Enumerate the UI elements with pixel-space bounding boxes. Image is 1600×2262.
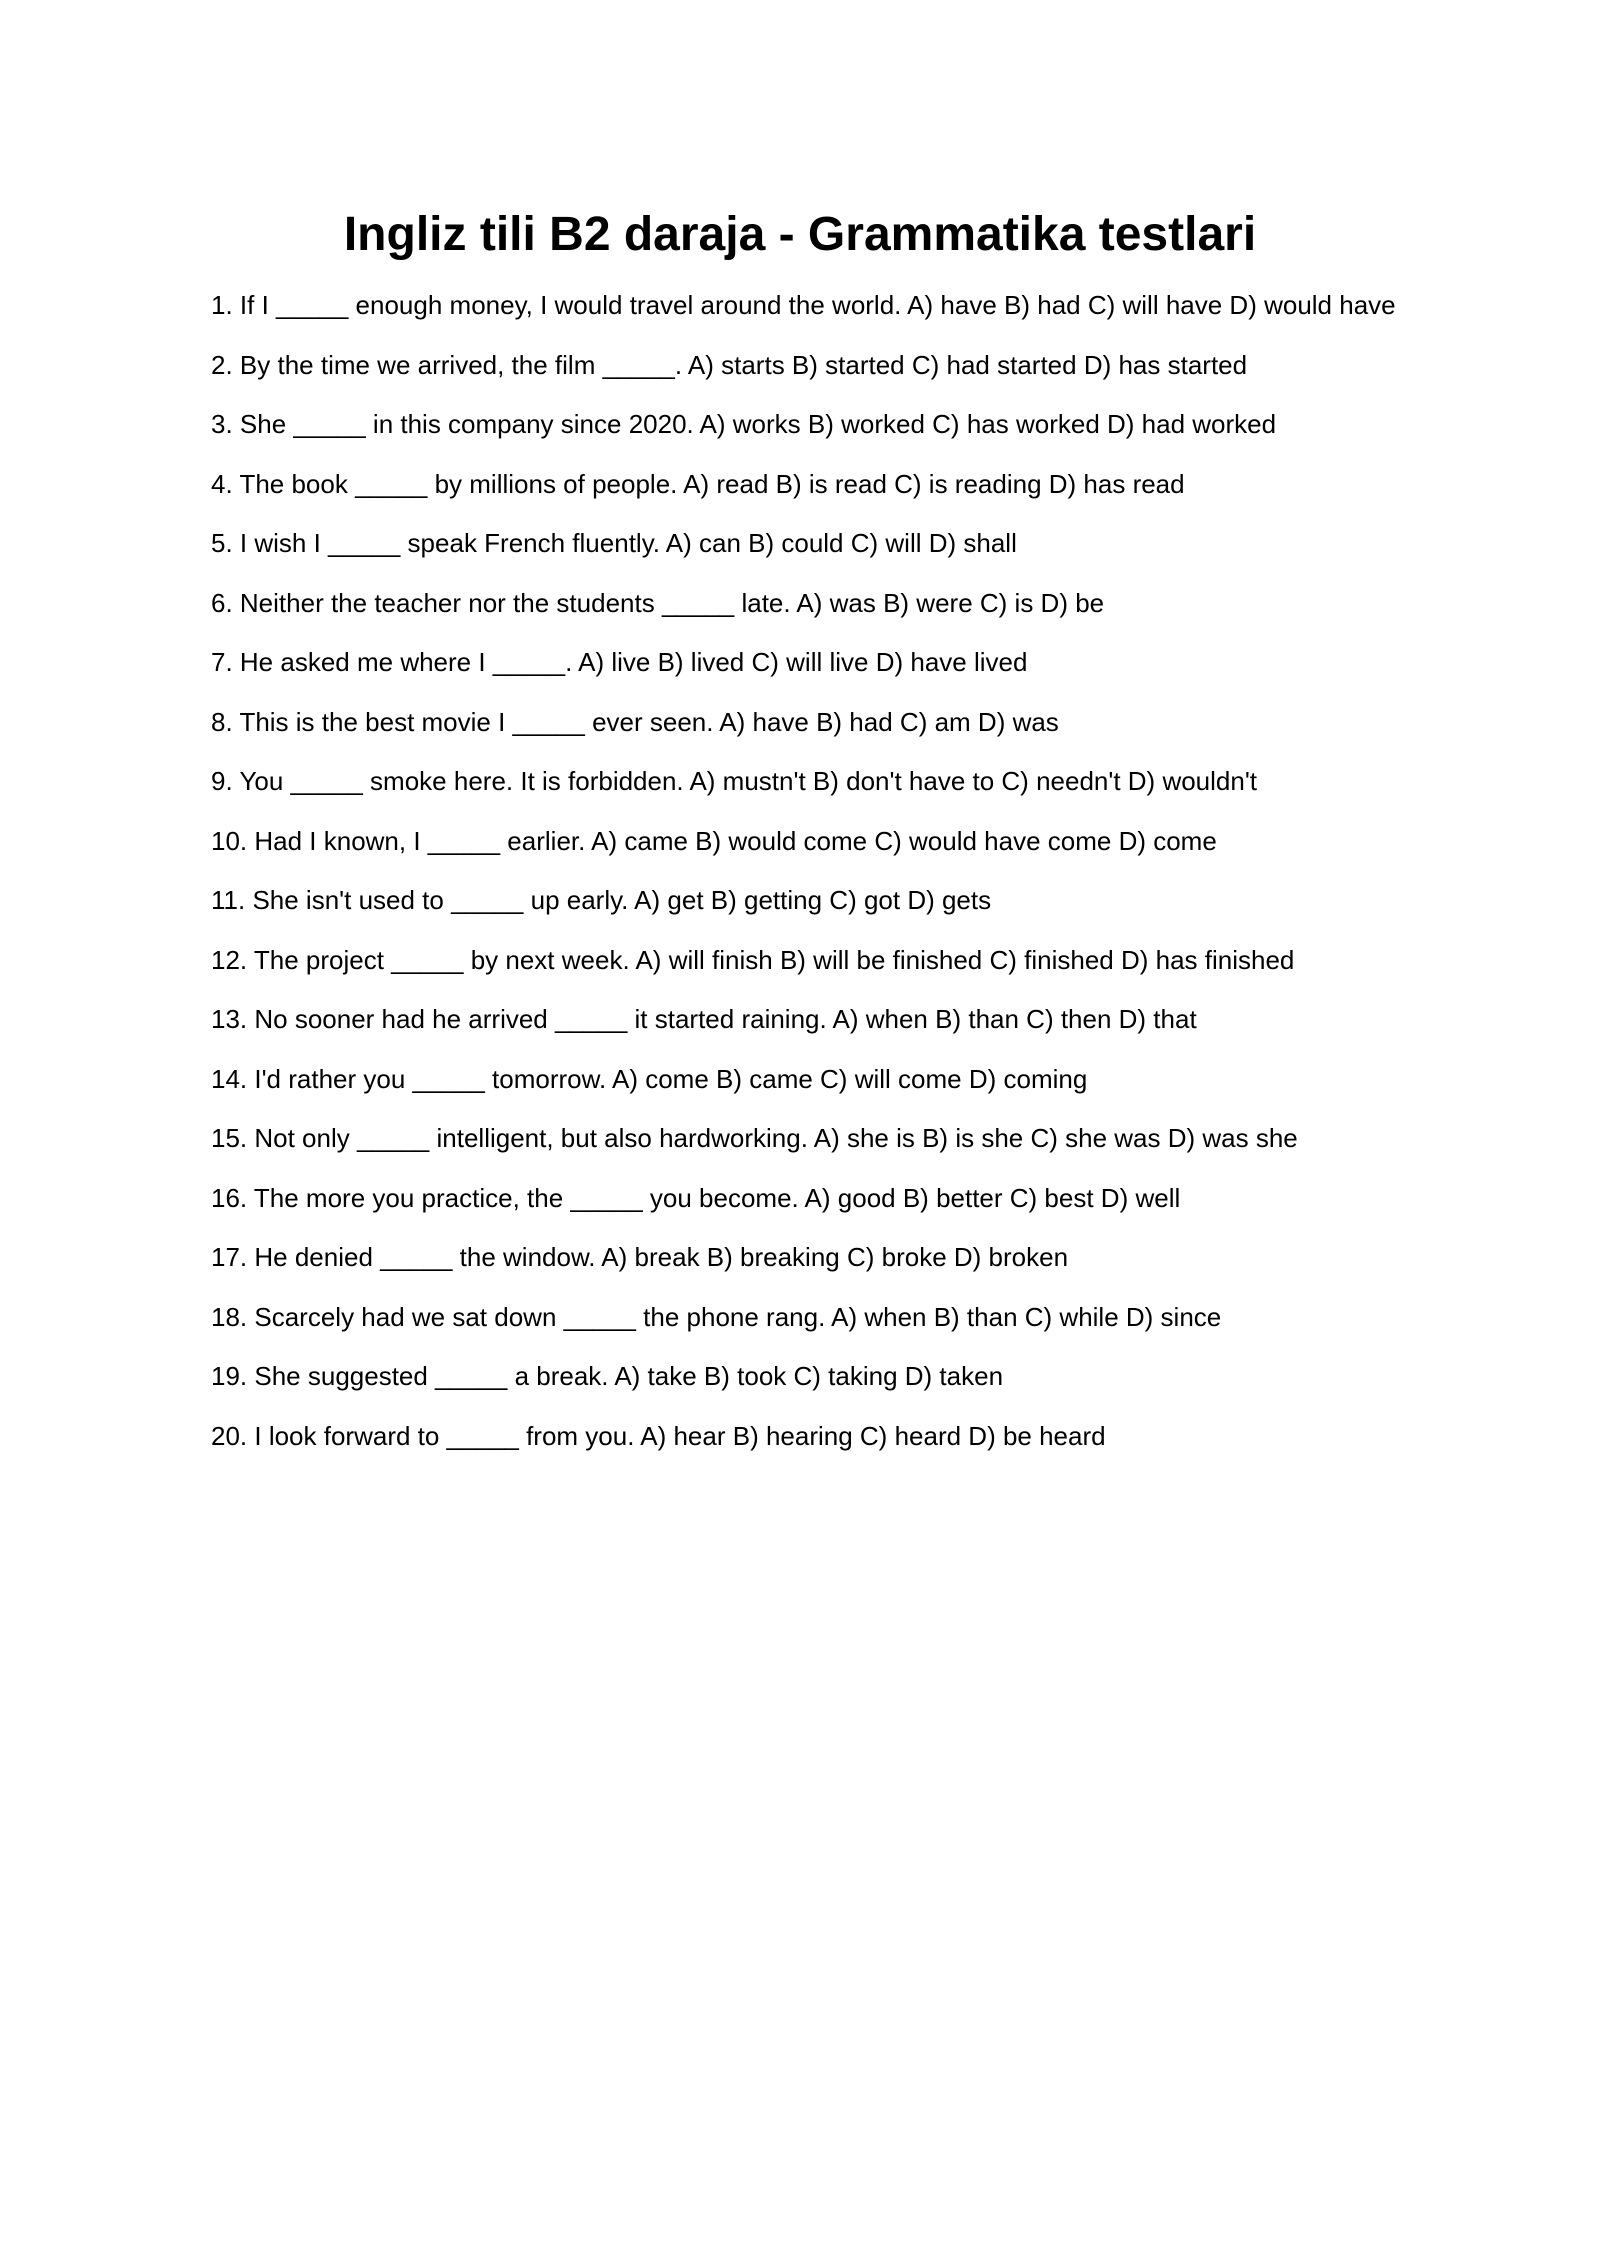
document-title: Ingliz tili B2 daraja - Grammatika testlari: [343, 208, 1257, 261]
question-item: 14. I'd rather you _____ tomorrow. A) come B) came C) will come D) coming: [211, 1063, 1088, 1094]
question-item: 3. She _____ in this company since 2020. A) works B) worked C) has worked D) had worked: [211, 409, 1277, 439]
question-item: 20. I look forward to _____ from you. A) hear B) hearing C) heard D) be heard: [211, 1420, 1106, 1451]
question-item: 4. The book _____ by millions of people. A) read B) is read C) is reading D) has read: [211, 468, 1185, 499]
question-item: 15. Not only _____ intelligent, but also hardworking. A) she is B) is she C) she was D) was she: [211, 1123, 1298, 1153]
question-item: 10. Had I known, I _____ earlier. A) came B) would come C) would have come D) come: [211, 825, 1217, 856]
question-item: 17. He denied _____ the window. A) break B) breaking C) broke D) broken: [211, 1242, 1069, 1272]
question-item: 11. She isn't used to _____ up early. A) get B) getting C) got D) gets: [211, 885, 992, 915]
question-item: 16. The more you practice, the _____ you become. A) good B) better C) best D) well: [211, 1182, 1181, 1213]
question-item: 1. If I _____ enough money, I would travel around the world. A) have B) had C) will have D) would have: [211, 290, 1396, 320]
question-item: 13. No sooner had he arrived _____ it started raining. A) when B) than C) then D) that: [211, 1004, 1197, 1034]
question-item: 12. The project _____ by next week. A) will finish B) will be finished C) finished D) has finished: [211, 944, 1295, 975]
question-item: 7. He asked me where I _____. A) live B) lived C) will live D) have lived: [211, 647, 1028, 677]
question-item: 8. This is the best movie I _____ ever seen. A) have B) had C) am D) was: [211, 706, 1059, 737]
question-list: [211, 289, 1396, 1479]
question-item: 2. By the time we arrived, the film _____. A) starts B) started C) had started D) has started: [211, 349, 1248, 380]
question-item: 18. Scarcely had we sat down _____ the phone rang. A) when B) than C) while D) since: [211, 1301, 1222, 1332]
question-item: 6. Neither the teacher nor the students _____ late. A) was B) were C) is D) be: [211, 587, 1105, 618]
question-item: 19. She suggested _____ a break. A) take B) took C) taking D) taken: [211, 1361, 1004, 1391]
question-item: 9. You _____ smoke here. It is forbidden. A) mustn't B) don't have to C) needn't D) wouldn't: [211, 766, 1258, 796]
question-item: 5. I wish I _____ speak French fluently. A) can B) could C) will D) shall: [211, 528, 1017, 558]
